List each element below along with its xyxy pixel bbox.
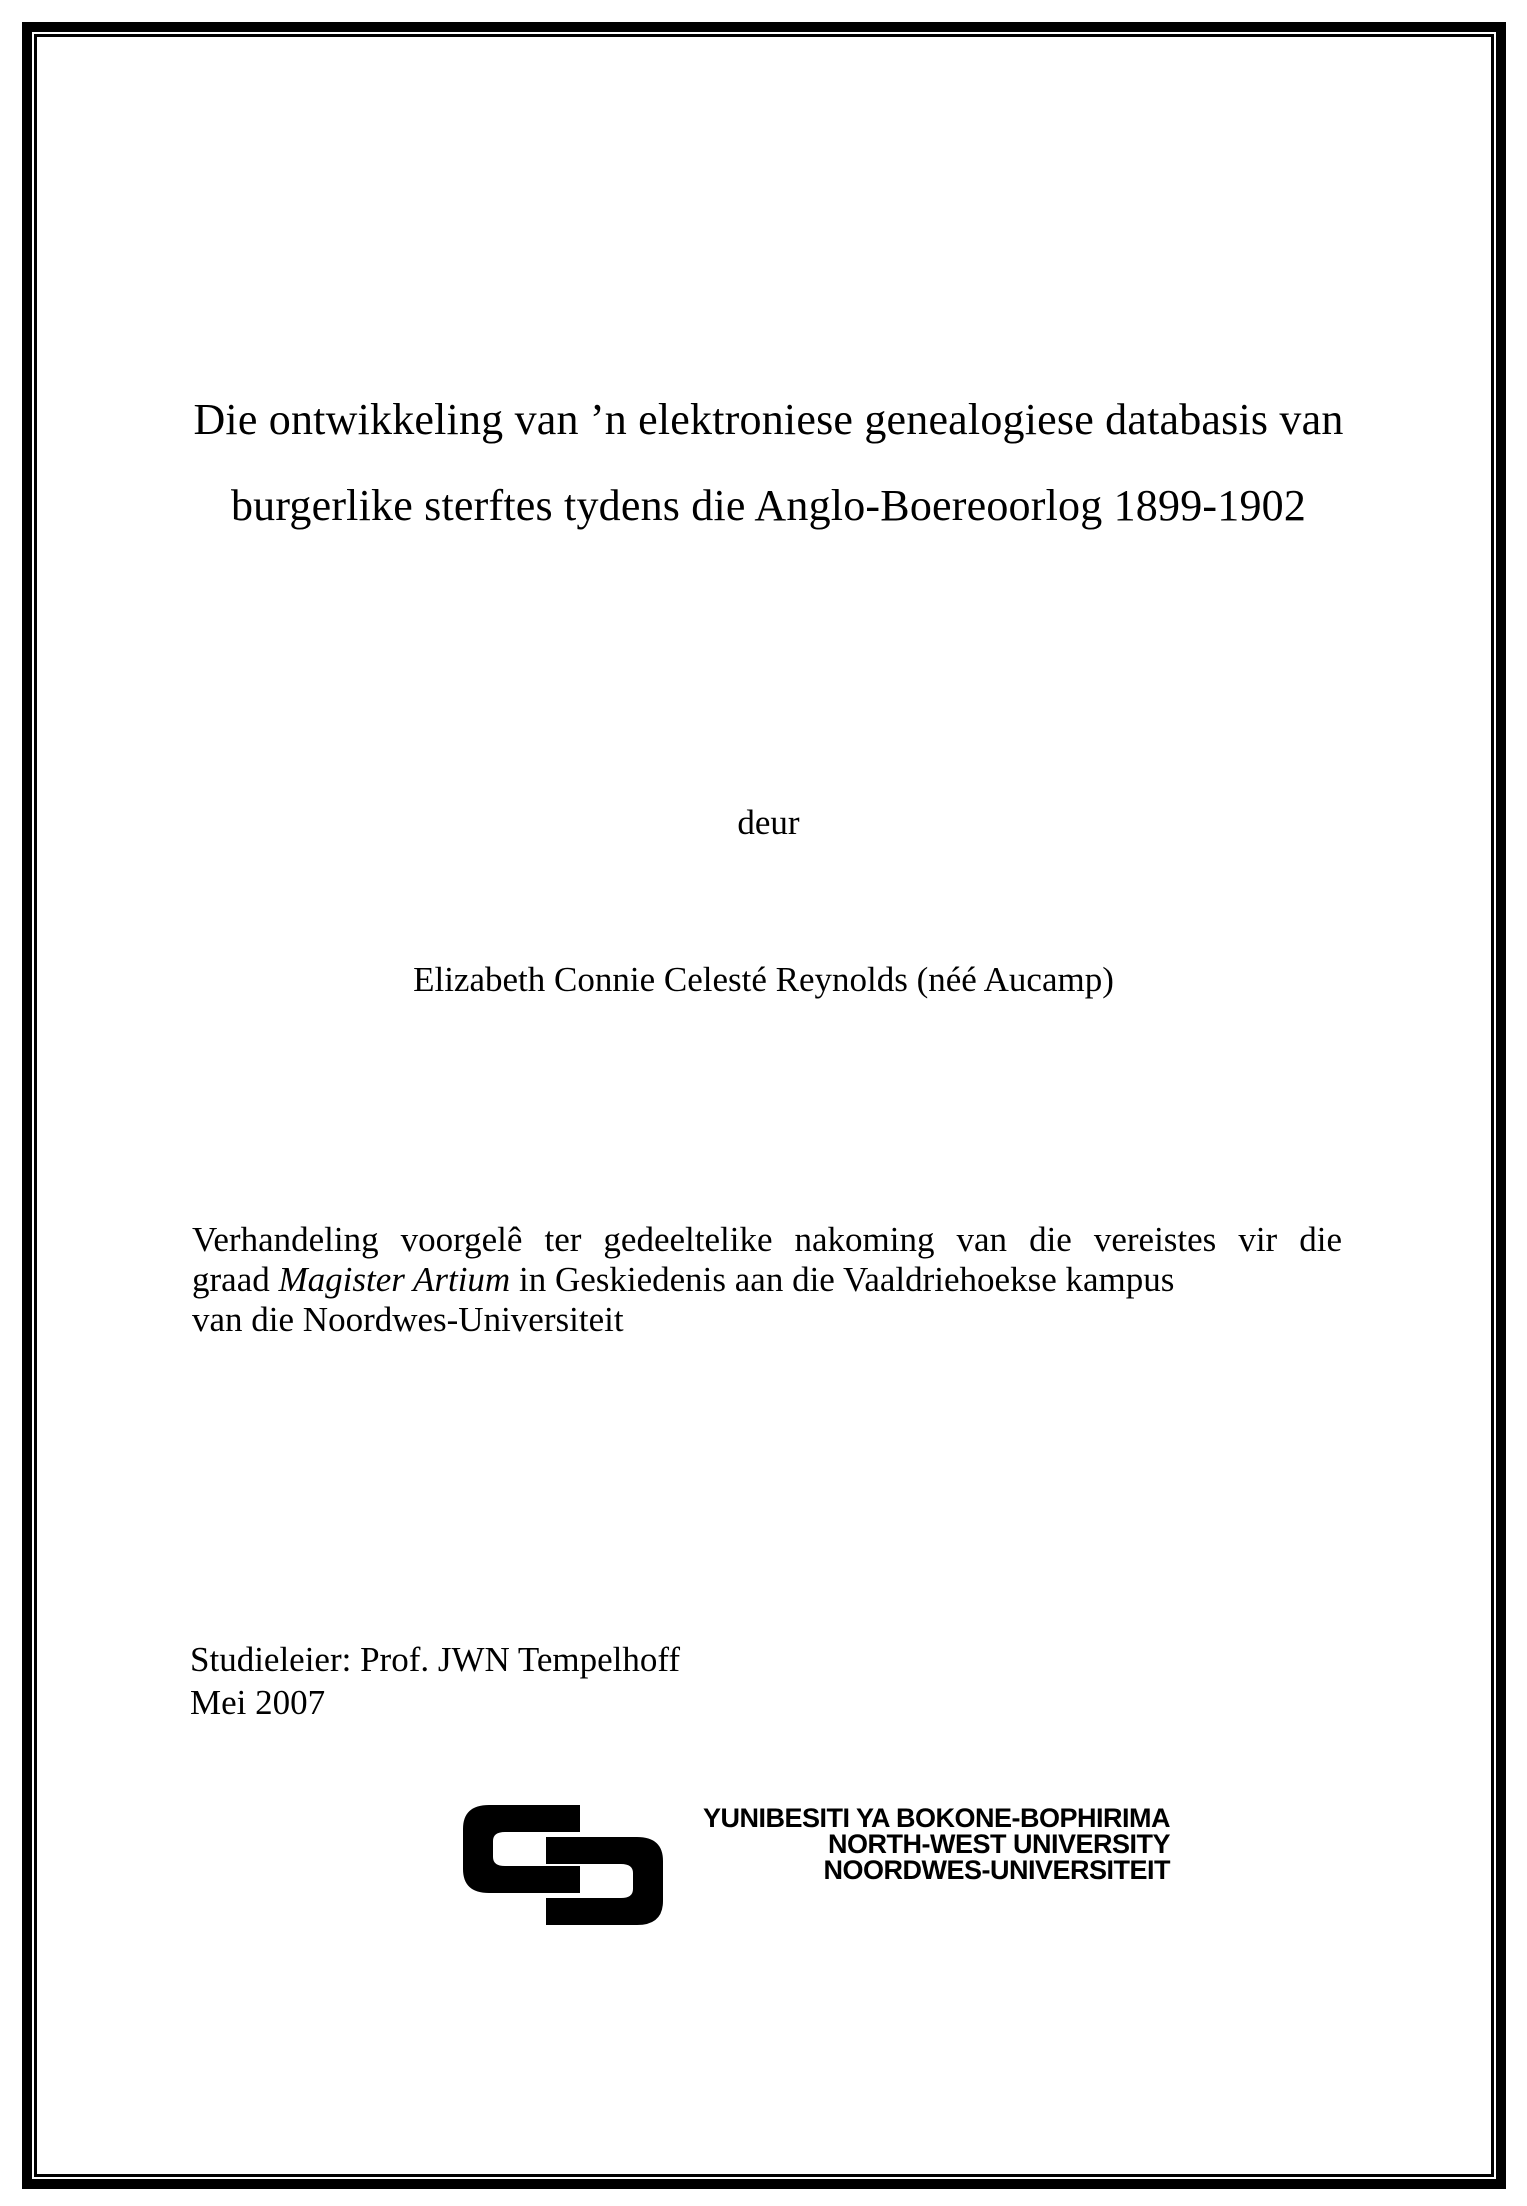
university-logo-text <box>583 1805 1170 1883</box>
submission-date: Mei 2007 <box>190 1683 326 1722</box>
university-logo <box>463 1803 1170 1933</box>
thesis-title <box>10 377 1527 549</box>
degree-name: Magister Artium <box>278 1260 511 1299</box>
author-name: Elizabeth Connie Celesté Reynolds (néé Aucamp) <box>413 960 1114 999</box>
declaration-line2-pre: graad <box>192 1260 279 1299</box>
supervisor-block <box>190 1638 680 1724</box>
degree-declaration <box>192 1220 1342 1340</box>
thesis-title-line1: Die ontwikkeling van ’n elektroniese genealogiese databasis van <box>193 395 1344 444</box>
declaration-line1: Verhandeling voorgelê ter gedeeltelike nakoming van die vereistes vir die <box>192 1220 1342 1259</box>
declaration-line2 <box>192 1260 1342 1300</box>
byline-label: deur <box>737 803 800 842</box>
supervisor-name: Studieleier: Prof. JWN Tempelhoff <box>190 1640 681 1679</box>
declaration-line3: van die Noordwes-Universiteit <box>192 1300 624 1339</box>
declaration-line2-post: in Geskiedenis aan die Vaaldriehoekse kampus <box>510 1260 1175 1299</box>
university-name-setswana: YUNIBESITI YA BOKONE-BOPHIRIMA <box>702 1803 1170 1833</box>
thesis-title-line2: burgerlike sterftes tydens die Anglo-Boereoorlog 1899-1902 <box>230 481 1307 530</box>
university-name-english: NORTH-WEST UNIVERSITY <box>827 1829 1170 1859</box>
university-name-afrikaans: NOORDWES-UNIVERSITEIT <box>823 1855 1170 1885</box>
